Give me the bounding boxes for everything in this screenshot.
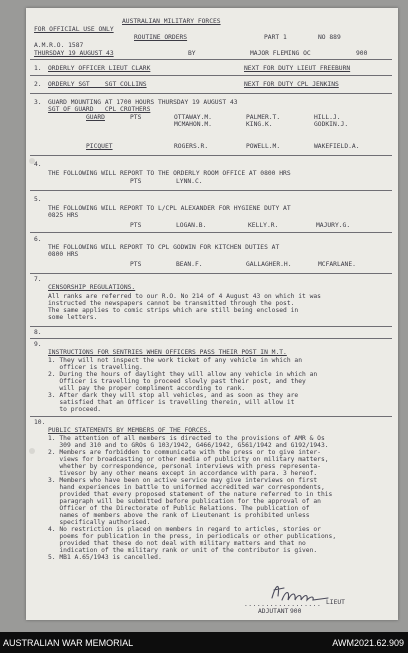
signature-dots: .................. xyxy=(244,601,322,608)
amro-number: A.M.R.O. 1587 xyxy=(34,42,84,49)
section-number: 5. xyxy=(34,196,42,203)
order-date: THURSDAY 19 AUGUST 43 xyxy=(34,50,114,57)
picquet-name: ROGERS.R. xyxy=(174,143,209,150)
next-duty-sgt: NEXT FOR DUTY CPL JENKINS xyxy=(244,81,339,88)
guard-pts: PTS xyxy=(130,114,142,121)
duty-name: MCFARLANE. xyxy=(318,261,356,268)
body-line: 4. No restriction is placed on members in regard to articles, stories or xyxy=(48,526,321,533)
section-number: 8. xyxy=(34,329,42,336)
section-number: 6. xyxy=(34,236,42,243)
guard-mounting-line: GUARD MOUNTING AT 1700 HOURS THURSDAY 19 AUGUST 43 xyxy=(48,99,238,106)
body-line: 2. Members are forbidden to communicate with the press or to give inter- xyxy=(48,449,321,456)
body-line: provided that these do not deal with military matters and that no xyxy=(48,540,306,547)
body-line: poems for publication in the press, in periodicals or other publications, xyxy=(48,533,337,540)
section-number: 7. xyxy=(34,276,42,283)
section-number: 9. xyxy=(34,341,42,348)
body-line: to proceed. xyxy=(48,406,102,413)
sgt-of-guard: SGT OF GUARD CPL CROTHERS xyxy=(48,106,151,113)
signature-title: ADJUTANT xyxy=(258,608,289,615)
body-line: 5. MB1 A.65/1943 is cancelled. xyxy=(48,554,162,561)
archive-id: AWM2021.62.909 xyxy=(332,638,404,648)
divider xyxy=(30,232,392,233)
pts-label: PTS xyxy=(130,261,142,268)
divider xyxy=(30,326,392,327)
divider xyxy=(30,338,392,339)
order-type: ROUTINE ORDERS xyxy=(134,34,188,41)
body-line: provided that every proposed statement of the nature referred to in this xyxy=(48,491,333,498)
duty-name: LOGAN.B. xyxy=(176,222,207,229)
body-line: some letters. xyxy=(48,314,98,321)
divider xyxy=(30,416,392,417)
archive-name: AUSTRALIAN WAR MEMORIAL xyxy=(3,638,134,648)
pts-label: PTS xyxy=(130,178,142,185)
body-line: hand experiences in battle to uniformed accredited war correspondents, xyxy=(48,484,325,491)
section-number: 4. xyxy=(34,161,42,168)
divider xyxy=(30,155,392,156)
body-line: 3. After dark they will stop all vehicles, and as soon as they are xyxy=(48,392,299,399)
body-line: indication of the military rank or unit of the contributor is given. xyxy=(48,547,318,554)
classification: FOR OFFICIAL USE ONLY xyxy=(34,26,114,33)
divider xyxy=(30,59,392,60)
body-line: paragraph will be submitted before publication for the approval of an xyxy=(48,498,321,505)
kitchen-line: THE FOLLOWING WILL REPORT TO CPL GODWIN FOR KITCHEN DUTIES AT xyxy=(48,244,280,251)
body-line: instructed the newspapers cannot be transmitted through the post. xyxy=(48,300,295,307)
guard-name: GODKIN.J. xyxy=(314,121,349,128)
hygiene-line: THE FOLLOWING WILL REPORT TO L/CPL ALEXANDER FOR HYGIENE DUTY AT xyxy=(48,205,291,212)
order-number: NO 889 xyxy=(318,34,341,41)
section-number: 10. xyxy=(34,419,46,426)
picquet-name: POWELL.M. xyxy=(246,143,281,150)
divider xyxy=(30,190,392,191)
body-line: 1. They will not inspect the work ticket of any vehicle in which an xyxy=(48,357,303,364)
body-line: will pay the proper compliment according to rank. xyxy=(48,385,246,392)
pts-label: PTS xyxy=(130,222,142,229)
body-line: Officer is travelling to proceed slowly past their post, and they xyxy=(48,378,306,385)
body-line: satisfied that an Officer is travelling therein, will allow it xyxy=(48,399,295,406)
picquet-name: WAKEFIELD.A. xyxy=(314,143,360,150)
section-number: 1. xyxy=(34,65,42,72)
hygiene-time: 0825 HRS xyxy=(48,212,79,219)
section-number: 3. xyxy=(34,99,42,106)
divider xyxy=(30,75,392,76)
guard-name: MCMAHON.M. xyxy=(174,121,212,128)
duty-name: GALLAGHER.H. xyxy=(246,261,292,268)
punch-hole xyxy=(29,448,35,454)
body-line: The same applies to comic strips which are still being enclosed in xyxy=(48,307,299,314)
order-part: PART 1 xyxy=(264,34,287,41)
guard-label: GUARD xyxy=(86,114,105,121)
orderly-room-line: THE FOLLOWING WILL REPORT TO THE ORDERLY ROOM OFFICE AT 0800 HRS xyxy=(48,170,291,177)
body-line: All ranks are referred to our R.O. No 214 of 4 August 43 on which it was xyxy=(48,293,321,300)
duty-name: BEAN.F. xyxy=(176,261,203,268)
guard-name: KING.K. xyxy=(246,121,273,128)
body-line: 1. The attention of all members is directed to the provisions of AMR & Os xyxy=(48,435,325,442)
signature-rank: LIEUT xyxy=(326,599,345,606)
body-line: 309 and 310 and to GROs G 103/1942, G466/1942, G561/1942 and G192/1943. xyxy=(48,442,329,449)
signature-unit: 900 xyxy=(290,608,302,615)
archive-footer xyxy=(0,632,408,653)
body-line: tivesor by any other means except in accordance with para. 3 hereof. xyxy=(48,470,318,477)
next-duty-officer: NEXT FOR DUTY LIEUT FREEBURN xyxy=(244,65,351,72)
body-line: Officer of the Directorate of Public Relations. The publication of xyxy=(48,505,310,512)
body-line: specifically authorised. xyxy=(48,519,151,526)
section-heading: CENSORSHIP REGULATIONS. xyxy=(48,284,136,291)
section-heading: PUBLIC STATEMENTS BY MEMBERS OF THE FORCES. xyxy=(48,427,212,434)
section-heading: INSTRUCTIONS FOR SENTRIES WHEN OFFICERS PASS THEIR POST IN M.T. xyxy=(48,349,287,356)
body-line: 2. During the hours of daylight they will allow any vehicle in which an xyxy=(48,371,318,378)
duty-name: MAJURY.G. xyxy=(316,222,351,229)
body-line: names of members above the rank of Lieutenant is prohibited unless xyxy=(48,512,310,519)
by-name: MAJOR FLEMING OC xyxy=(250,50,311,57)
body-line: whether by correspondence, personal interviews with press representa- xyxy=(48,463,321,470)
orderly-sgt: ORDERLY SGT SGT COLLINS xyxy=(48,81,147,88)
org-heading: AUSTRALIAN MILITARY FORCES xyxy=(122,18,221,25)
by-label: BY xyxy=(188,50,196,57)
divider xyxy=(30,93,392,94)
body-line: officer is travelling. xyxy=(48,364,143,371)
duty-name: KELLY.R. xyxy=(248,222,279,229)
guard-name: OTTAWAY.M. xyxy=(174,114,212,121)
duty-name: LYNN.C. xyxy=(176,178,203,185)
section-number: 2. xyxy=(34,81,42,88)
picquet-label: PICQUET xyxy=(86,143,113,150)
body-line: 3. Members who have been on active service may give interviews on first xyxy=(48,477,318,484)
divider xyxy=(30,273,392,274)
body-line: views for broadcasting or other media of publicity on military matters, xyxy=(48,456,329,463)
document-page xyxy=(26,8,398,620)
guard-name: HILL.J. xyxy=(314,114,341,121)
guard-name: PALMER.T. xyxy=(246,114,281,121)
kitchen-time: 0800 HRS xyxy=(48,251,79,258)
unit-number: 900 xyxy=(356,50,368,57)
orderly-officer: ORDERLY OFFICER LIEUT CLARK xyxy=(48,65,151,72)
